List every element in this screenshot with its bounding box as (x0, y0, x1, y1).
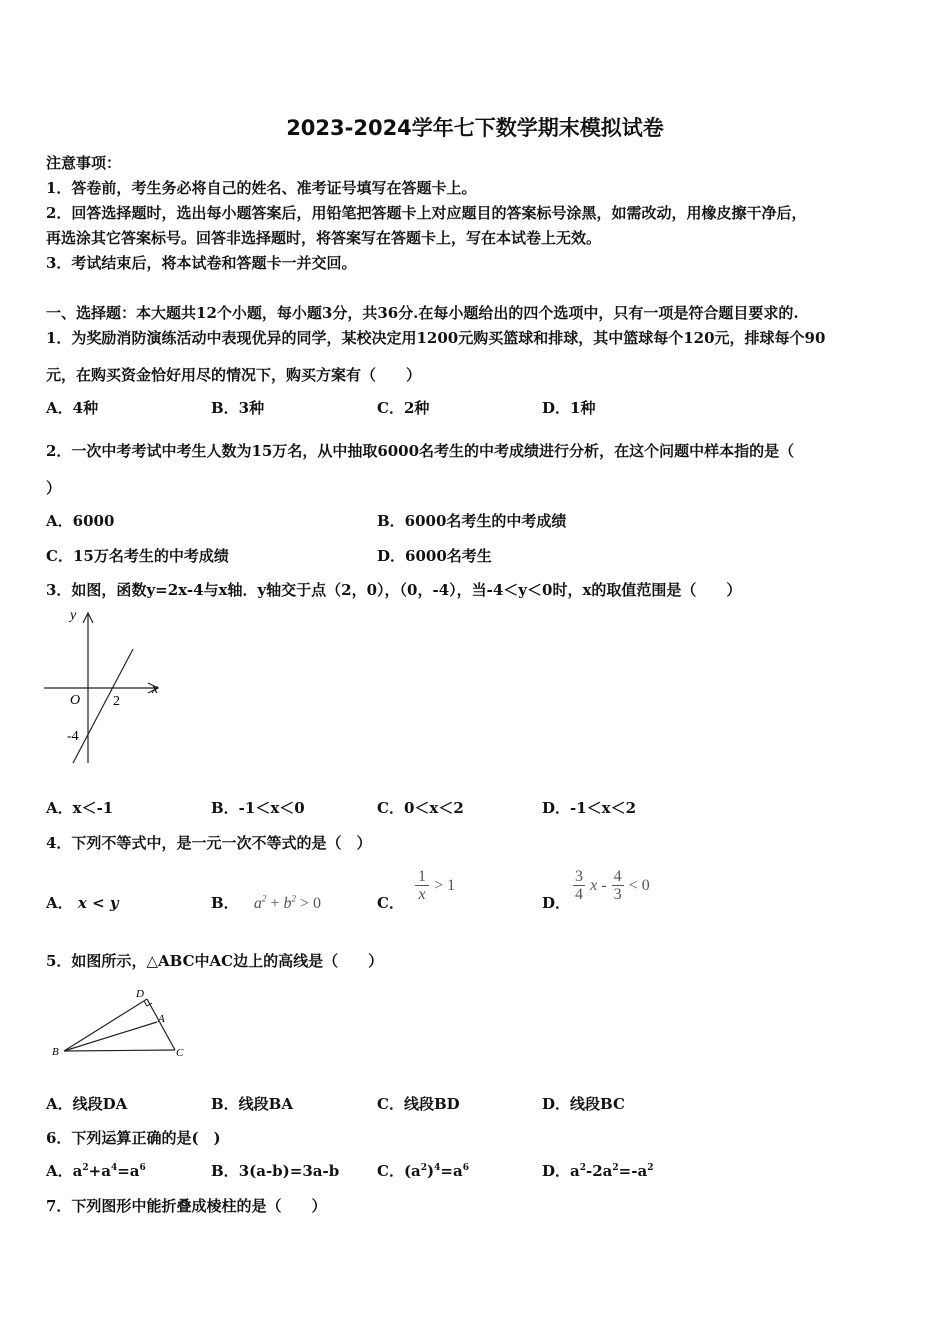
question-1-line2: 元，在购买资金恰好用尽的情况下，购买方案有（ ） (46, 366, 422, 384)
question-1-line1: 1．为奖励消防演练活动中表现优异的同学，某校决定用1200元购买篮球和排球，其中篮球每个120元，排球每个90 (46, 329, 826, 347)
q1-option-c: C．2种 (377, 399, 430, 417)
y-intercept-label: -4 (67, 729, 79, 744)
question-5-stem: 5．如图所示，△ABC中AC边上的高线是（ ） (46, 952, 384, 970)
q6-option-d: D．$a^2-2a^2=-a^2$ (542, 1162, 654, 1180)
notice-item: 再选涂其它答案标号。回答非选择题时，将答案写在答题卡上，写在本试卷上无效。 (46, 229, 602, 247)
q3-option-c: C．0＜x＜2 (377, 799, 464, 817)
q6-option-b: B．3(a-b)=3a-b (211, 1162, 340, 1180)
q4-option-d-label: D． (542, 894, 571, 912)
q4-option-b: B． $a^2 + b^2 > 0$ (211, 893, 321, 912)
point-c-label: C (176, 1047, 184, 1059)
question-2-line1: 2．一次中考考试中考生人数为15万名，从中抽取6000名考生的中考成绩进行分析，在这个问题中样本指的是（ (46, 442, 795, 460)
question-2-line2: ） (46, 479, 62, 497)
q3-option-a: A．x＜-1 (46, 799, 114, 817)
question-6-stem: 6．下列运算正确的是( ) (46, 1129, 221, 1147)
q4-option-c-math: $\frac{1}{x}$ > 1 (415, 868, 455, 903)
q5-option-a: A．线段DA (46, 1095, 128, 1113)
point-a-label: A (158, 1013, 165, 1025)
q1-option-b: B．3种 (211, 399, 265, 417)
triangle-figure (40, 984, 200, 1064)
notice-heading: 注意事项： (46, 154, 122, 172)
point-d-label: D (136, 988, 144, 1000)
x-axis-label: x (152, 682, 159, 697)
notice-item: 2．回答选择题时，选出每小题答案后，用铅笔把答题卡上对应题目的答案标号涂黑，如需改动，用橡皮擦干净后， (46, 204, 807, 222)
q4-option-a-label: A． (46, 894, 73, 912)
q5-option-c: C．线段BD (377, 1095, 460, 1113)
q2-option-d: D．6000名考生 (377, 547, 492, 565)
linear-function-graph (40, 603, 170, 768)
question-3-stem: 3．如图，函数y=2x-4与x轴．y轴交于点（2，0），（0，-4），当-4＜y＜0时，x的取值范围是（ ） (46, 581, 742, 599)
q1-option-d: D．1种 (542, 399, 596, 417)
notice-item: 1．答卷前，考生务必将自己的姓名、准考证号填写在答题卡上。 (46, 179, 477, 197)
q2-option-a: A．6000 (46, 512, 115, 530)
segment-bd (64, 999, 147, 1051)
q4-option-b-label: B． (211, 894, 239, 912)
q3-option-b: B．-1＜x＜0 (211, 799, 305, 817)
section-heading: 一、选择题：本大题共12个小题，每小题3分，共36分.在每小题给出的四个选项中，只有一项是符合题目要求的. (46, 304, 799, 322)
segment-ba (64, 1022, 157, 1051)
point-b-label: B (52, 1046, 59, 1058)
notice-item: 3．考试结束后，将本试卷和答题卡一并交回。 (46, 254, 357, 272)
q3-option-d: D．-1＜x＜2 (542, 799, 637, 817)
q4-option-c-label: C． (377, 894, 404, 912)
q5-option-b: B．线段BA (211, 1095, 293, 1113)
q5-option-d: D．线段BC (542, 1095, 625, 1113)
q2-option-b: B．6000名考生的中考成绩 (377, 512, 567, 530)
page-title: 2023-2024学年七下数学期末模拟试卷 (286, 116, 664, 140)
q6-option-a: A．$a^2+a^4=a^6$ (46, 1162, 146, 1180)
question-7-stem: 7．下列图形中能折叠成棱柱的是（ ） (46, 1197, 327, 1215)
q4-option-a: A． x < y (46, 894, 119, 912)
q2-option-c: C．15万名考生的中考成绩 (46, 547, 229, 565)
function-line (73, 649, 133, 763)
x-intercept-label: 2 (113, 694, 120, 709)
origin-label: O (70, 693, 81, 708)
q4-option-d-math: $\frac{3}{4}$ x - $\frac{4}{3}$ < 0 (575, 868, 650, 903)
y-axis-label: y (70, 608, 77, 623)
q1-option-a: A．4种 (46, 399, 99, 417)
question-4-stem: 4．下列不等式中，是一元一次不等式的是（ ） (46, 834, 372, 852)
q6-option-c: C．$(a^2)^4=a^6$ (377, 1162, 469, 1180)
segment-bc (64, 1050, 175, 1051)
